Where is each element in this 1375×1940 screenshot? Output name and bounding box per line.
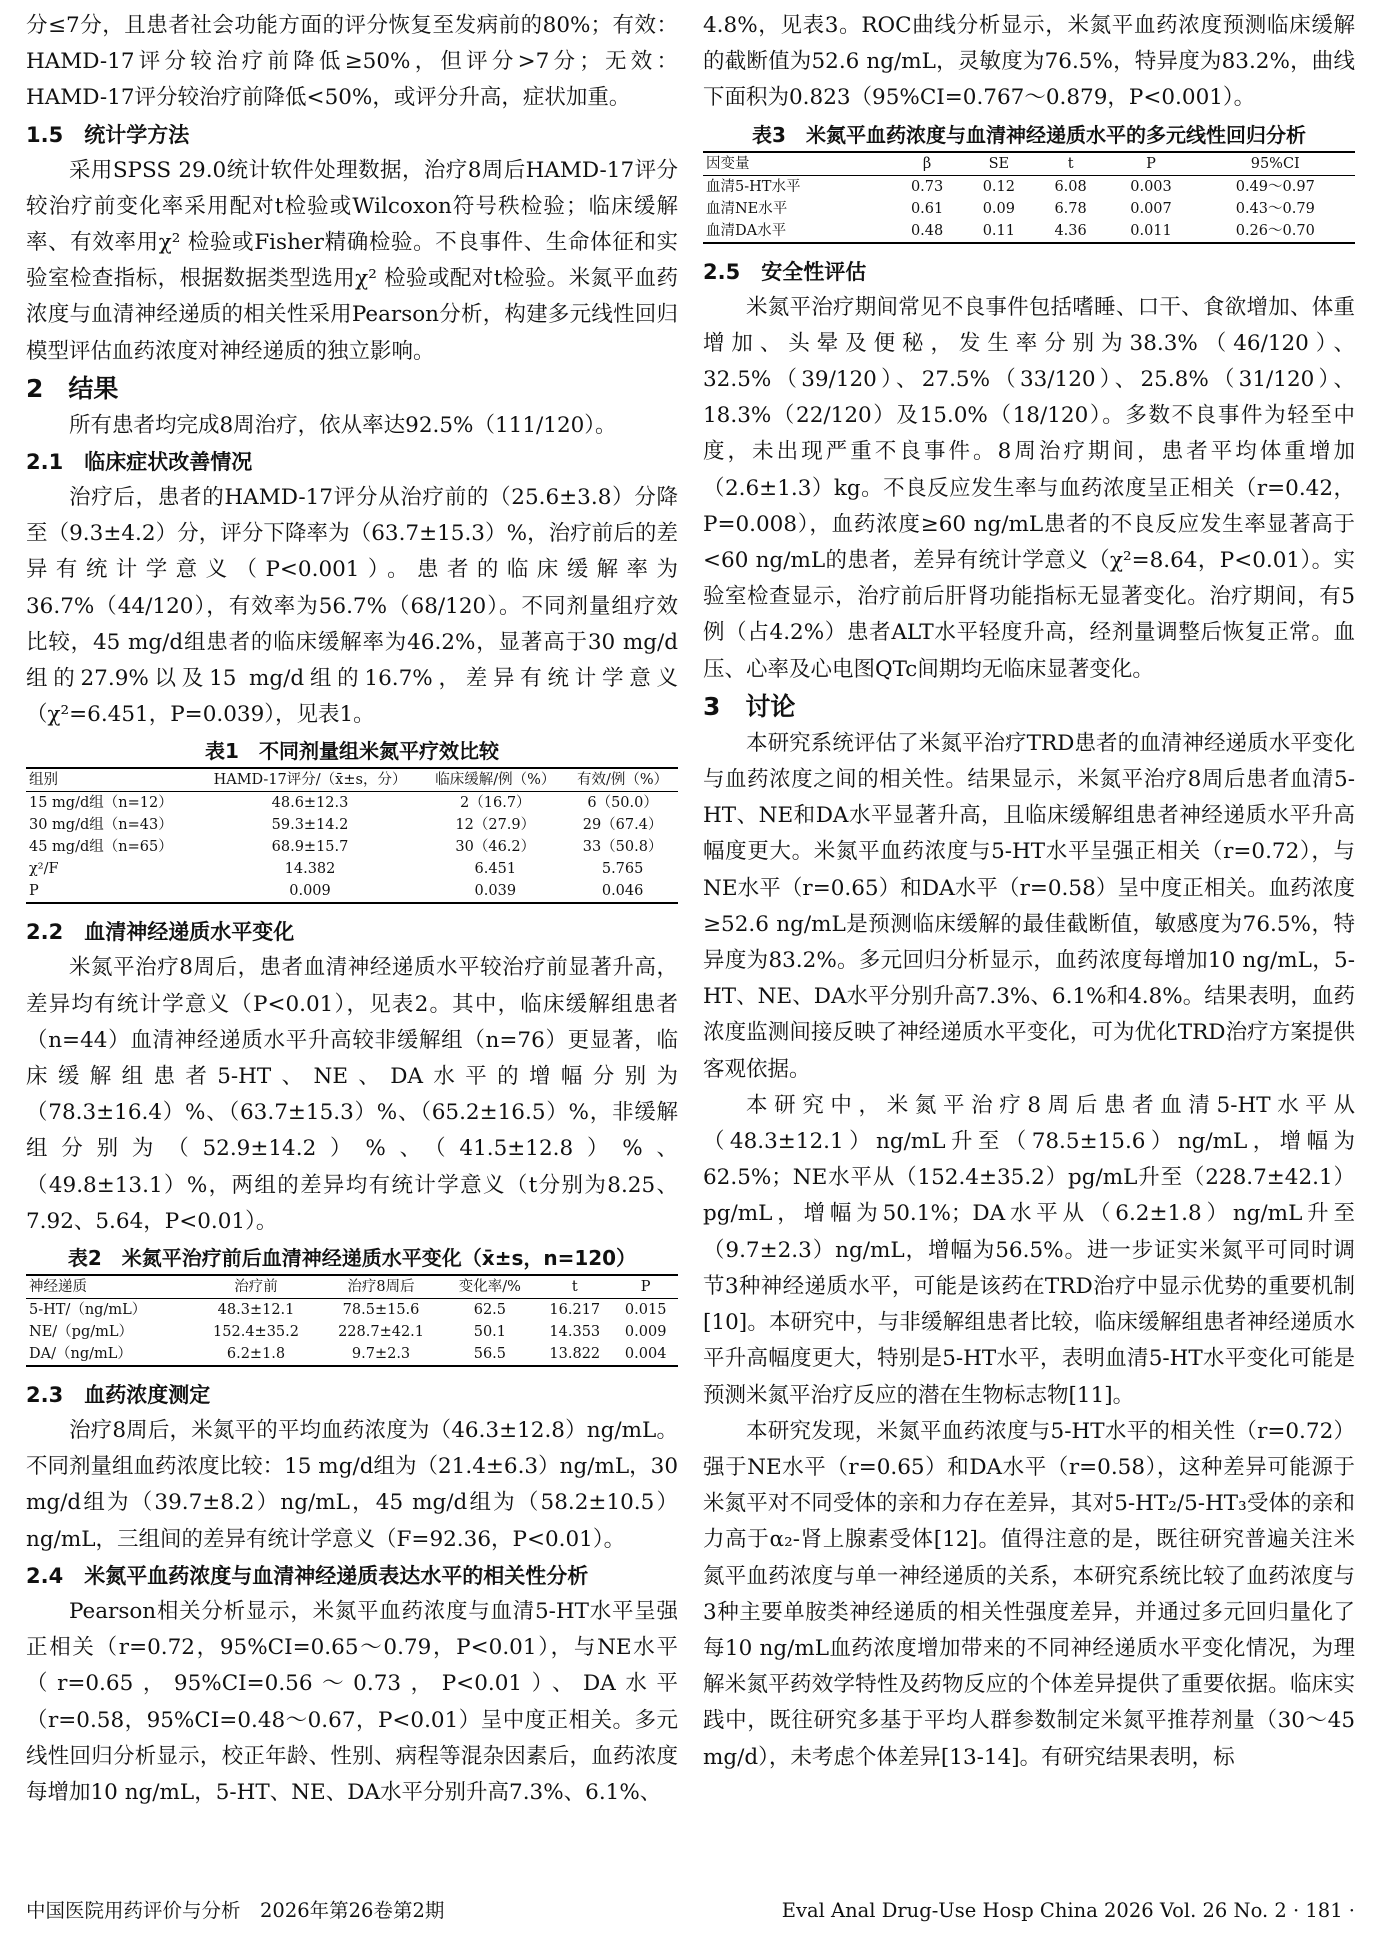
- section-heading-results: 2 结果: [26, 373, 119, 403]
- table-row: [26, 792, 678, 815]
- table-cell: 2（16.7）: [460, 795, 531, 812]
- table-cell: 0.007: [1130, 200, 1172, 217]
- table2-caption: 表2 米氮平治疗前后血清神经递质水平变化（x̄±s，n=120）: [67, 1246, 637, 1271]
- table-cell: 68.9±15.7: [271, 839, 349, 856]
- table-cell: 6（50.0）: [587, 795, 658, 812]
- table-cell: 0.43～0.79: [1235, 200, 1315, 217]
- page-number-footer: Eval Anal Drug-Use Hosp China 2026 Vol. 26 No. 2 · 181 ·: [781, 1899, 1355, 1922]
- paragraph: 米氮平治疗期间常见不良事件包括嗜睡、口干、食欲增加、体重增加、头晕及便秘，发生率分别为38.3%（46/120）、32.5%（39/120）、27.5%（33/120）、25.8%（31/120）、18.3%（22/120）及15.0%（18/120）。多数不良事件为轻至中度，未出现严重不良事件。8周治疗期间，患者平均体重增加（2.6±1.3）kg。不良反应发生率与血药浓度呈正相关（r=0.42，P=0.008），血药浓度≥60 ng/mL患者的不良反应发生率显著高于<60 ng/mL的患者，差异有统计学意义（χ²=8.64，P<0.01）。实验室检查显示，治疗前后肝肾功能指标无显著变化。治疗期间，有5例（占4.2%）患者ALT水平轻度升高，经剂量调整后恢复正常。血压、心率及心电图QTc间期均无临床显著变化。: [703, 294, 1355, 682]
- table-cell: 48.6±12.3: [271, 795, 349, 812]
- table-cell: 0.039: [474, 883, 517, 900]
- table-cell: 0.011: [1130, 222, 1172, 239]
- table-cell: 0.009: [289, 883, 331, 900]
- section-heading-discussion: 3 讨论: [703, 691, 796, 721]
- table-cell: 0.003: [1130, 178, 1172, 195]
- table-cell: 152.4±35.2: [213, 1324, 299, 1341]
- table-cell: χ²/F: [29, 861, 59, 878]
- table-cell: 59.3±14.2: [271, 817, 349, 834]
- table-cell: 6.08: [1054, 178, 1087, 195]
- table-cell: 30 mg/d组（n=43）: [29, 817, 173, 834]
- table1-caption: 表1 不同剂量组米氮平疗效比较: [205, 739, 499, 764]
- section-heading-2-2: 2.2 血清神经递质水平变化: [26, 920, 295, 945]
- table-cell: 228.7±42.1: [338, 1324, 425, 1341]
- section-heading-2-3: 2.3 血药浓度测定: [26, 1383, 211, 1408]
- paragraph: 采用SPSS 29.0统计软件处理数据，治疗8周后HAMD-17评分较治疗前变化率采用配对t检验或Wilcoxon符号秩检验；临床缓解率、有效率用χ² 检验或Fisher精确检验。不良事件、生命体征和实验室检查指标，根据数据类型选用χ² 检验或配对t检验。米氮平血药浓度与血清神经递质的相关性采用Pearson分析，构建多元线性回归模型评估血药浓度对神经递质的独立影响。: [26, 157, 678, 364]
- table-cell: 0.48: [910, 222, 944, 239]
- paragraph: 治疗8周后，米氮平的平均血药浓度为（46.3±12.8）ng/mL。不同剂量组血药浓度比较：15 mg/d组为（21.4±6.3）ng/mL，30 mg/d组为（39.7±8.2）ng/mL，45 mg/d组为（58.2±10.5）ng/mL，三组间的差异有统计学意义（F=92.36，P<0.01）。: [26, 1418, 678, 1552]
- table-row: [26, 1321, 678, 1343]
- table-header: 治疗前: [234, 1279, 278, 1296]
- paragraph: 所有患者均完成8周治疗，依从率达92.5%（111/120）。: [69, 412, 617, 438]
- table-cell: 50.1: [473, 1324, 507, 1341]
- table-cell: 血清5-HT水平: [706, 178, 801, 195]
- table-cell: 16.217: [549, 1302, 601, 1319]
- table-cell: 15 mg/d组（n=12）: [29, 795, 173, 812]
- table-cell: 0.26～0.70: [1235, 222, 1315, 239]
- table-cell: 6.451: [474, 861, 517, 878]
- table-header: 临床缓解/例（%）: [435, 772, 556, 789]
- table-cell: 0.11: [982, 222, 1015, 239]
- table-cell: 0.015: [624, 1302, 667, 1319]
- table-cell: 5-HT/（ng/mL）: [29, 1302, 147, 1319]
- section-heading-2-4: 2.4 米氮平血药浓度与血清神经递质表达水平的相关性分析: [26, 1563, 589, 1588]
- table-cell: 9.7±2.3: [351, 1346, 411, 1363]
- section-heading-1-5: 1.5 统计学方法: [26, 122, 190, 147]
- table-cell: 78.5±15.6: [342, 1302, 420, 1319]
- table-header: t: [1067, 155, 1074, 172]
- table-header: HAMD-17评分/（x̄±s，分）: [213, 772, 407, 789]
- table-row: [703, 220, 1355, 243]
- table-cell: 0.73: [910, 178, 944, 195]
- table-row: [26, 858, 678, 880]
- paragraph: Pearson相关分析显示，米氮平血药浓度与血清5-HT水平呈强正相关（r=0.72，95%CI=0.65～0.79，P<0.01），与NE水平（r=0.65，95%CI=0.56～0.73，P<0.01）、DA水平（r=0.58，95%CI=0.48～0.67，P<0.01）呈中度正相关。多元线性回归分析显示，校正年龄、性别、病程等混杂因素后，血药浓度每增加10 ng/mL，5-HT、NE、DA水平分别升高7.3%、6.1%、: [26, 1598, 678, 1805]
- table-cell: 6.2±1.8: [226, 1346, 286, 1363]
- table-header: β: [922, 155, 932, 172]
- section-heading-2-1: 2.1 临床症状改善情况: [26, 450, 253, 475]
- table-row: [703, 175, 1355, 198]
- table3: [703, 151, 1355, 244]
- table-cell: 6.78: [1054, 200, 1087, 217]
- table-header: SE: [988, 155, 1010, 172]
- table-cell: 14.382: [284, 861, 336, 878]
- table-header: P: [640, 1279, 651, 1296]
- table-cell: 48.3±12.1: [217, 1302, 295, 1319]
- table3-caption: 表3 米氮平血药浓度与血清神经递质水平的多元线性回归分析: [752, 122, 1306, 147]
- table-row: [26, 836, 678, 858]
- table-header: 因变量: [706, 155, 750, 172]
- table-header: 治疗8周后: [347, 1279, 415, 1296]
- table-row: [26, 814, 678, 836]
- section-heading-2-5: 2.5 安全性评估: [703, 259, 867, 284]
- table-header: 组别: [29, 772, 58, 789]
- paragraph: 本研究系统评估了米氮平治疗TRD患者的血清神经递质水平变化与血药浓度之间的相关性。结果显示，米氮平治疗8周后患者血清5-HT、NE和DA水平显著升高，且临床缓解组患者神经递质水平升高幅度更大。米氮平血药浓度与5-HT水平呈强正相关（r=0.72），与NE水平（r=0.65）和DA水平（r=0.58）呈中度正相关。血药浓度≥52.6 ng/mL是预测临床缓解的最佳截断值，敏感度为76.5%，特异度为83.2%。多元回归分析显示，血药浓度每增加10 ng/mL，5-HT、NE、DA水平分别升高7.3%、6.1%和4.8%。结果表明，血药浓度监测间接反映了神经递质水平变化，可为优化TRD治疗方案提供客观依据。: [703, 730, 1355, 1082]
- table-header: P: [1146, 155, 1156, 172]
- table-cell: 13.822: [549, 1346, 601, 1363]
- paragraph: 4.8%，见表3。ROC曲线分析显示，米氮平血药浓度预测临床缓解的截断值为52.6 ng/mL，灵敏度为76.5%，特异度为83.2%，曲线下面积为0.823（95%CI=0.767～0.879，P<0.001）。: [703, 13, 1355, 111]
- table-cell: 14.353: [549, 1324, 601, 1341]
- paragraph: 本研究中，米氮平治疗8周后患者血清5-HT水平从（48.3±12.1）ng/mL升至（78.5±15.6）ng/mL，增幅为62.5%；NE水平从（152.4±35.2）pg/mL升至（228.7±42.1）pg/mL，增幅为50.1%；DA水平从（6.2±1.8）ng/mL升至（9.7±2.3）ng/mL，增幅为56.5%。进一步证实米氮平可同时调节3种神经递质水平，可能是该药在TRD治疗中显示优势的重要机制[10]。本研究中，与非缓解组患者比较，临床缓解组患者神经递质水平升高幅度更大，特别是5-HT水平，表明血清5-HT水平变化可能是预测米氮平治疗反应的潜在生物标志物[11]。: [703, 1092, 1355, 1408]
- table-cell: 0.004: [624, 1346, 667, 1363]
- table-row: [703, 198, 1355, 220]
- paragraph: 治疗后，患者的HAMD-17评分从治疗前的（25.6±3.8）分降至（9.3±4.2）分，评分下降率为（63.7±15.3）%，治疗前后的差异有统计学意义（P<0.001）。患者的临床缓解率为36.7%（44/120），有效率为56.7%（68/120）。不同剂量组疗效比较，45 mg/d组患者的临床缓解率为46.2%，显著高于30 mg/d组的27.9%以及15 mg/d组的16.7%，差异有统计学意义（χ²=6.451，P=0.039），见表1。: [26, 485, 678, 728]
- table-cell: 0.09: [982, 200, 1015, 217]
- table-header: t: [571, 1279, 578, 1296]
- journal-footer: 中国医院用药评价与分析 2026年第26卷第2期: [26, 1899, 445, 1922]
- table-row: [26, 1343, 678, 1366]
- table-cell: 0.12: [982, 178, 1015, 195]
- table-cell: 29（67.4）: [582, 817, 663, 834]
- table-row: [26, 880, 678, 903]
- table-cell: 12（27.9）: [455, 817, 536, 834]
- table-cell: 0.49～0.97: [1235, 178, 1315, 195]
- table-cell: 0.046: [601, 883, 644, 900]
- table-cell: 血清NE水平: [706, 200, 788, 217]
- table-cell: DA/（ng/mL）: [29, 1346, 132, 1363]
- table-cell: 5.765: [601, 861, 644, 878]
- table-cell: 33（50.8）: [582, 839, 663, 856]
- paragraph: 分≤7分，且患者社会功能方面的评分恢复至发病前的80%；有效：HAMD-17评分较治疗前降低≥50%，但评分>7分；无效：HAMD-17评分较治疗前降低<50%，或评分升高，症状加重。: [26, 13, 678, 111]
- table-cell: 45 mg/d组（n=65）: [29, 839, 173, 856]
- table-cell: 30（46.2）: [455, 839, 536, 856]
- table-header: 神经递质: [29, 1279, 87, 1296]
- table-cell: 0.61: [910, 200, 944, 217]
- table1: [26, 767, 678, 904]
- table-header: 有效/例（%）: [577, 772, 669, 789]
- table-cell: 4.36: [1054, 222, 1087, 239]
- table-cell: 62.5: [473, 1302, 507, 1319]
- paragraph: 本研究发现，米氮平血药浓度与5-HT水平的相关性（r=0.72）强于NE水平（r=0.65）和DA水平（r=0.58），这种差异可能源于米氮平对不同受体的亲和力存在差异，其对5-HT₂/5-HT₃受体的亲和力高于α₂-肾上腺素受体[12]。值得注意的是，既往研究普遍关注米氮平血药浓度与单一神经递质的关系，本研究系统比较了血药浓度与3种主要单胺类神经递质的相关性强度差异，并通过多元回归量化了每10 ng/mL血药浓度增加带来的不同神经递质水平变化情况，为理解米氮平药效学特性及药物反应的个体差异提供了重要依据。临床实践中，既往研究多基于平均人群参数制定米氮平推荐剂量（30～45 mg/d），未考虑个体差异[13-14]。有研究结果表明，标: [703, 1418, 1355, 1770]
- paragraph: 米氮平治疗8周后，患者血清神经递质水平较治疗前显著升高，差异均有统计学意义（P<0.01），见表2。其中，临床缓解组患者（n=44）血清神经递质水平升高较非缓解组（n=76）更显著，临床缓解组患者5-HT、NE、DA水平的增幅分别为（78.3±16.4）%、（63.7±15.3）%、（65.2±16.5）%，非缓解组分别为（52.9±14.2）%、（41.5±12.8）%、（49.8±13.1）%，两组的差异均有统计学意义（t分别为8.25、7.92、5.64，P<0.01）。: [26, 955, 678, 1234]
- table-cell: 血清DA水平: [706, 222, 787, 239]
- table-row: [26, 1299, 678, 1322]
- right-column: [703, 8, 1355, 1776]
- table-cell: 56.5: [473, 1346, 507, 1363]
- table-cell: NE/（pg/mL）: [29, 1324, 133, 1341]
- left-column: [26, 8, 678, 1811]
- table-cell: 0.009: [624, 1324, 667, 1341]
- table-header: 95%CI: [1250, 155, 1300, 172]
- table2: [26, 1274, 678, 1367]
- table-header: 变化率/%: [458, 1279, 521, 1296]
- table-cell: P: [29, 883, 39, 900]
